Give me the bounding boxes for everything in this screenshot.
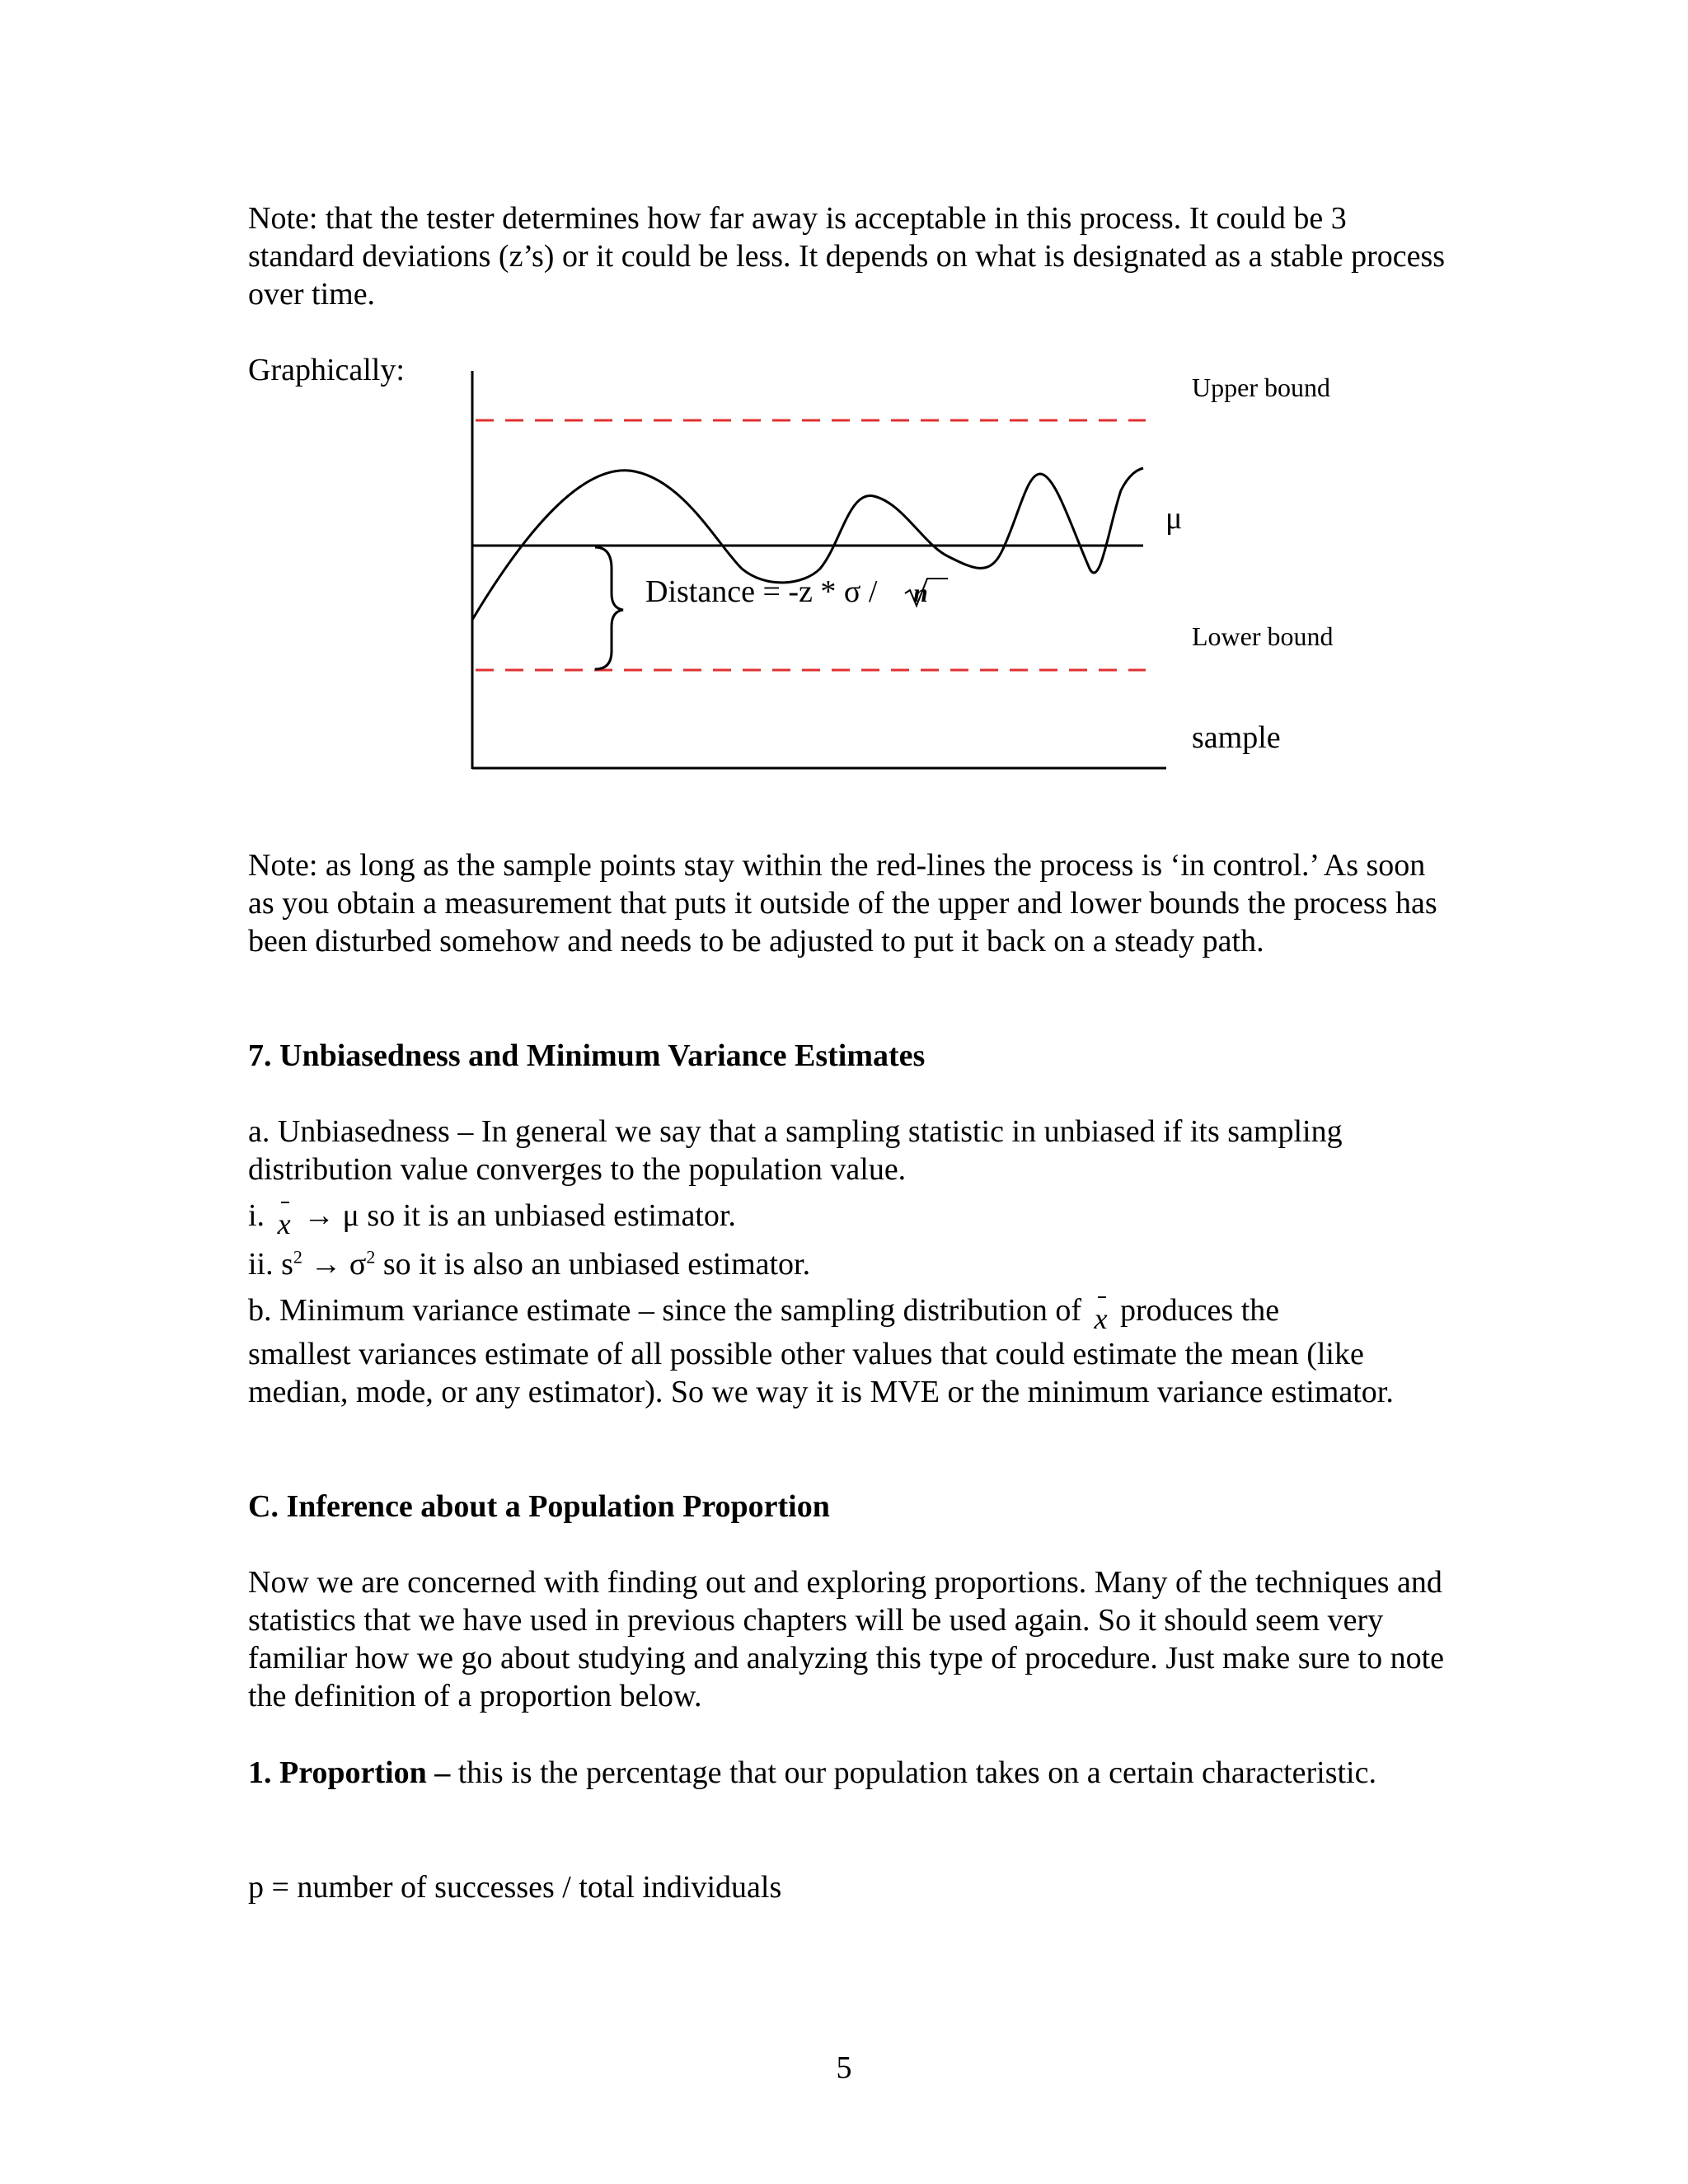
x-bar-symbol: x — [278, 1205, 291, 1243]
item-ii — [248, 1245, 810, 1283]
x-bar-symbol-2: x — [1095, 1300, 1108, 1338]
distance-brace — [595, 547, 623, 669]
note-paragraph-1: Note: that the tester determines how far away is acceptable in this process. It could be 3 standard deviations (z’s) or it could be less. It depends on what is designated as a stable process over time. — [248, 201, 1446, 312]
distance-formula: Distance = -z * σ / — [645, 574, 885, 609]
sample-axis-label: sample — [1192, 720, 1281, 755]
item-ii-sup2: 2 — [366, 1246, 376, 1268]
item-b-prefix: b. Minimum variance estimate – since the sampling distribution of — [248, 1293, 1090, 1328]
section-c-intro: Now we are concerned with finding out and exploring proportions. Many of the techniques and statistics that we have used in previous chapters will be used again. So it should seem very familiar how we go about studying and analyzing this type of procedure. Just make sure to note the definition of a proportion below. — [248, 1565, 1445, 1713]
proportion-definition — [248, 1754, 1451, 1792]
lower-bound-label: Lower bound — [1192, 621, 1334, 651]
item-i — [248, 1197, 736, 1240]
item-i-prefix: i. — [248, 1198, 273, 1233]
control-chart-svg — [0, 0, 1688, 824]
item-ii-prefix: ii. s — [248, 1247, 293, 1282]
page-number: 5 — [836, 2050, 852, 2085]
item-ii-sup1: 2 — [293, 1246, 302, 1268]
section-c-heading: C. Inference about a Population Proportion — [248, 1489, 830, 1524]
control-chart-figure — [0, 0, 1688, 824]
item-i-text: → μ so it is an unbiased estimator. — [295, 1198, 736, 1233]
section-7-heading: 7. Unbiasedness and Minimum Variance Estimates — [248, 1038, 926, 1073]
upper-bound-label: Upper bound — [1192, 373, 1330, 402]
proportion-formula: p = number of successes / total individuals — [248, 1870, 782, 1905]
note-paragraph-2: Note: as long as the sample points stay within the red-lines the process is ‘in control.’ As soon as you obtain a measurement that puts it outside of the upper and lower bounds the process has been disturbed somehow and needs to be adjusted to put it back on a steady path. — [248, 848, 1437, 958]
item-b-continuation: smallest variances estimate of all possible other values that could estimate the mean (like median, mode, or any estimator). So we way it is MVE or the minimum variance estimator. — [248, 1337, 1394, 1409]
item-ii-mid: → σ — [302, 1247, 367, 1282]
graphically-label: Graphically: — [248, 353, 405, 387]
sqrt-n: n — [912, 578, 928, 607]
item-ii-text: so it is also an unbiased estimator. — [375, 1247, 811, 1282]
distance-label — [645, 574, 928, 610]
mu-label: μ — [1165, 501, 1183, 536]
proportion-term: 1. Proportion – — [248, 1755, 451, 1790]
item-b-suffix: produces the — [1112, 1293, 1280, 1328]
item-b-first-line — [248, 1291, 1280, 1335]
unbiasedness-paragraph: a. Unbiasedness – In general we say that a sampling statistic in unbiased if its sampling distribution value converges to the population value. — [248, 1114, 1343, 1187]
proportion-text: this is the percentage that our population takes on a certain characteristic. — [450, 1755, 1376, 1790]
